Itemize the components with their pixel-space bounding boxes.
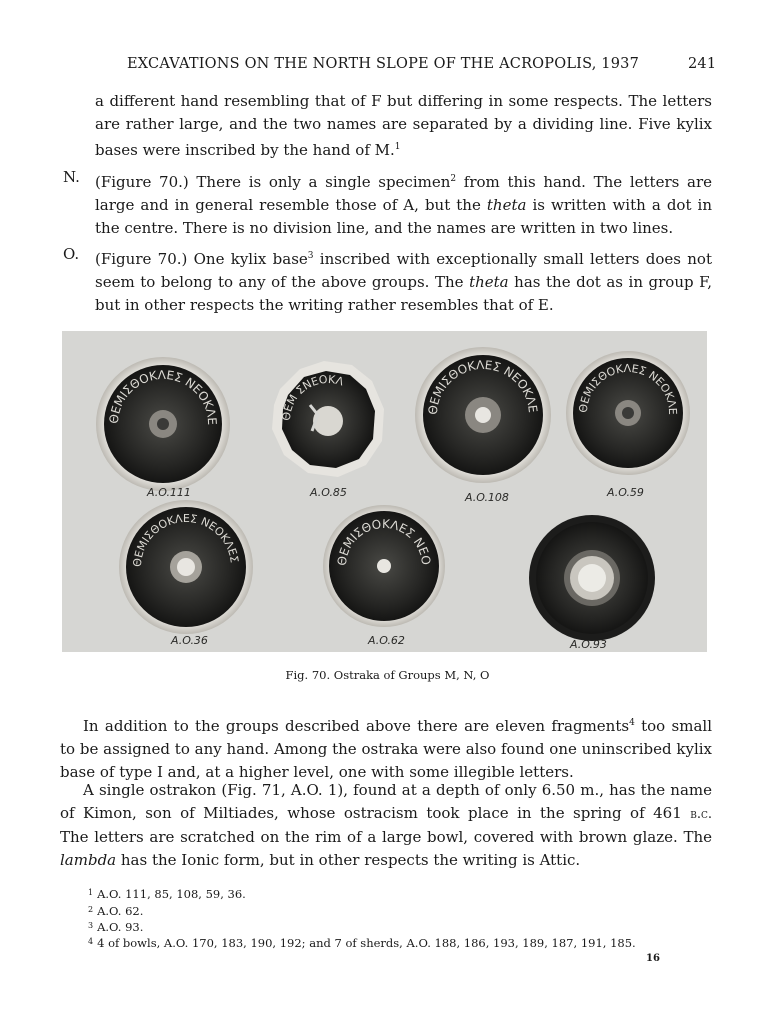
footnote: $^2$ A.O. 62. bbox=[88, 904, 144, 918]
text-line: bases were inscribed by the hand of M.$^1$ bbox=[95, 141, 401, 159]
era-abbreviation: b.c. bbox=[690, 807, 712, 822]
group-n-paragraph bbox=[95, 168, 712, 240]
plate-label: A.O.111 bbox=[147, 486, 191, 499]
text-line: (Figure 70.) There is only a single specimen$^2$ from this hand. The letters are bbox=[95, 173, 712, 191]
page-number: 241 bbox=[688, 56, 717, 72]
intro-paragraph bbox=[95, 90, 712, 162]
footnote-ref: 4 bbox=[629, 718, 635, 728]
ostrakon-ao93 bbox=[529, 515, 655, 641]
plate-label: A.O.93 bbox=[570, 638, 607, 651]
footnote: $^1$ A.O. 111, 85, 108, 59, 36. bbox=[88, 887, 246, 901]
kimon-paragraph bbox=[60, 779, 712, 872]
footnote-ref: 3 bbox=[307, 251, 314, 261]
inscription: ΘEMIΣΘOKΛEΣ NEOKΛE bbox=[576, 361, 680, 415]
text-line: the centre. There is no division line, and the names are written in two lines. bbox=[95, 219, 674, 237]
figure-caption: Fig. 70. Ostraka of Groups M, N, O bbox=[285, 668, 490, 682]
text-line: A single ostrakon (Fig. 71, A.O. 1), found at a depth of only 6.50 m., has the name bbox=[83, 781, 712, 799]
fragments-paragraph bbox=[60, 712, 712, 784]
text-line: large and in general resemble those of A, but the theta is written with a dot in bbox=[95, 196, 712, 214]
inscription: ΘEMIΣΘOKΛEΣ NEO bbox=[334, 516, 434, 567]
group-o-paragraph bbox=[95, 245, 712, 317]
inscription: ΘEMIΣΘOKΛEΣ NEOKΛE bbox=[106, 367, 220, 426]
text-line: a different hand resembling that of F but differing in some respects. The letters bbox=[95, 92, 712, 110]
plate-label: A.O.62 bbox=[368, 634, 405, 647]
footnote-ref: 1 bbox=[394, 142, 401, 152]
text-line: of Kimon, son of Miltiades, whose ostracism took place in the spring of 461 b.c. bbox=[60, 804, 712, 822]
group-o-label: O. bbox=[63, 245, 80, 263]
inscription: ΘEMIΣΘOKΛEΣ NEOKΛE bbox=[425, 357, 541, 416]
text-line: are rather large, and the two names are separated by a dividing line. Five kylix bbox=[95, 115, 712, 133]
emphasis: theta bbox=[486, 196, 527, 214]
running-title: EXCAVATIONS ON THE NORTH SLOPE OF THE ACROPOLIS, 1937 bbox=[127, 56, 640, 72]
inscription: ΘEM ΣNEOKΛ bbox=[279, 372, 346, 422]
text-line: lambda has the Ionic form, but in other respects the writing is Attic. bbox=[60, 851, 581, 869]
text-line: The letters are scratched on the rim of a large bowl, covered with brown glaze. The bbox=[60, 828, 712, 846]
text-line: (Figure 70.) One kylix base$^3$ inscribed with exceptionally small letters does not bbox=[95, 250, 712, 268]
footnote: $^4$ 4 of bowls, A.O. 170, 183, 190, 192; and 7 of sherds, A.O. 188, 186, 193, 189, 187, 191, 185. bbox=[88, 936, 636, 950]
inscription: ΘEMIΣΘOKΛEΣ NEOKΛEΣ bbox=[130, 511, 241, 568]
footnote-ref: 2 bbox=[450, 174, 457, 184]
plate-label: A.O.36 bbox=[171, 634, 208, 647]
text-line: seem to belong to any of the above groups. The theta has the dot as in group F, bbox=[95, 273, 712, 291]
running-header bbox=[0, 52, 775, 76]
text-line: In addition to the groups described above there are eleven fragments$^4$ too small bbox=[83, 717, 712, 735]
group-n-label: N. bbox=[63, 168, 80, 186]
plate-label: A.O.108 bbox=[465, 491, 509, 504]
plate-label: A.O.59 bbox=[607, 486, 644, 499]
ostrakon-ao111 bbox=[62, 331, 230, 491]
signature-mark: 16 bbox=[646, 953, 660, 964]
figure-photograph bbox=[62, 331, 707, 652]
ostrakon-ao85 bbox=[272, 361, 384, 477]
text-line: to be assigned to any hand. Among the ostraka were also found one uninscribed kylix bbox=[60, 740, 712, 758]
text-line: but in other respects the writing rather resembles that of E. bbox=[95, 296, 554, 314]
ostrakon-ao36 bbox=[119, 500, 253, 634]
ostraka-plate bbox=[62, 331, 707, 652]
footnote: $^3$ A.O. 93. bbox=[88, 920, 144, 934]
text-line: base of type I and, at a higher level, one with some illegible letters. bbox=[60, 763, 574, 781]
plate-label: A.O.85 bbox=[310, 486, 347, 499]
emphasis: lambda bbox=[60, 851, 117, 869]
emphasis: theta bbox=[469, 273, 509, 291]
